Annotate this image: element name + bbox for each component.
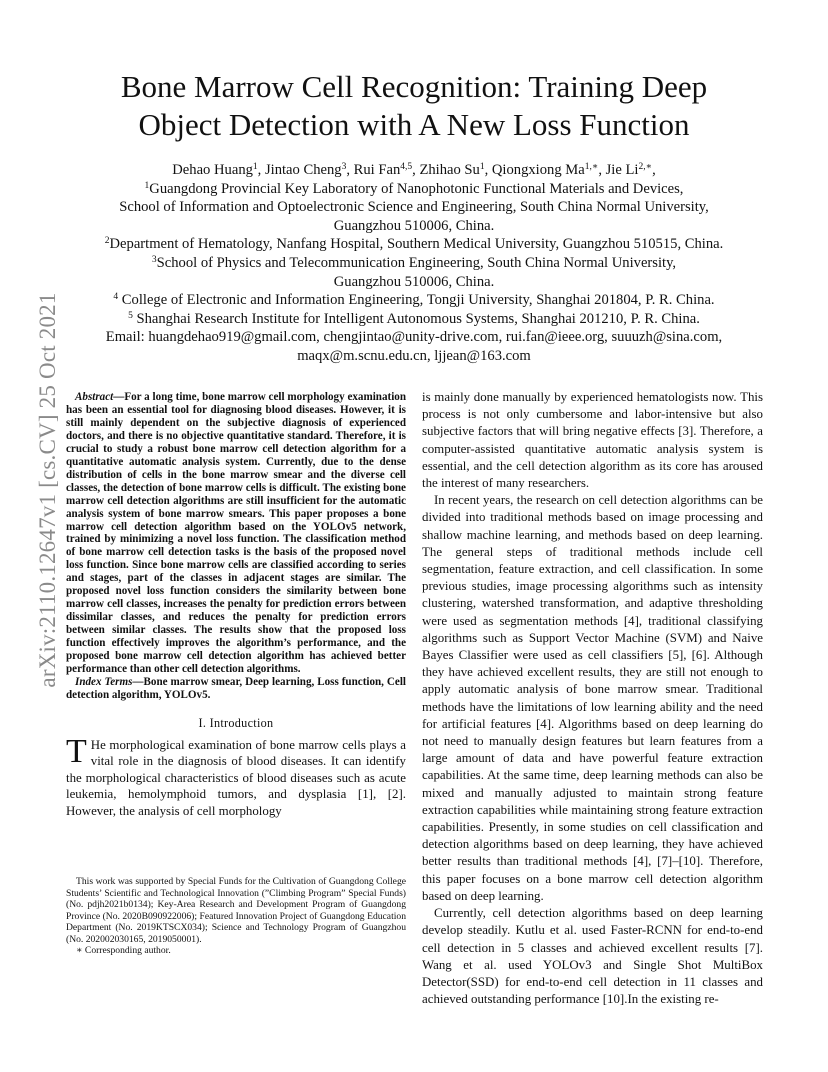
affiliation-mark: 3 (151, 254, 157, 265)
arxiv-stamp-text: arXiv:2110.12647v1 [cs.CV] 25 Oct 2021 (35, 292, 60, 688)
left-column (66, 391, 406, 819)
affiliation-text: College of Electronic and Information Engineering, Tongji University, Shanghai 201804, P. R. China. (118, 292, 715, 309)
affiliation-1-line-3: Guangzhou 510006, China. (333, 217, 495, 234)
affiliation-mark: 1 (144, 180, 150, 191)
intro-paragraph (66, 733, 406, 819)
author-affiliation-mark: 1 (479, 162, 485, 172)
section-heading: I. Introduction (198, 715, 274, 730)
author-affiliation-mark: 1 (252, 162, 258, 172)
right-column (422, 389, 763, 1008)
author-affiliation-mark: 3 (341, 162, 347, 172)
drop-cap: T (66, 733, 87, 771)
email-line: Email: huangdehao919@gmail.com, chengjintao@unity-drive.com, rui.fan@ieee.org, suuuzh@sina.com, (105, 329, 723, 346)
abstract-label: Abstract (75, 391, 114, 403)
email-line: maqx@m.scnu.edu.cn, ljjean@163.com (297, 347, 531, 364)
author-block (70, 161, 758, 366)
affiliation-3 (70, 254, 758, 273)
footnotes (66, 876, 406, 957)
paragraph: is mainly done manually by experienced hematologists now. This process is not only cumbersome and labor-intensive but also subjective factors that will bring negative effects [3]. Therefore, a computer-assisted quantitative automatic analysis system is essential, and the cell detection algorithm as its core has aroused the interest of many researchers. (422, 390, 763, 491)
author-name: Dehao Huang (172, 162, 253, 178)
affiliation-4 (70, 291, 758, 310)
abstract (66, 391, 406, 676)
intro-text: He morphological examination of bone marrow cells plays a vital role in the diagnosis of blood diseases. It can identify the morphological characteristics of blood diseases such as acute leukemia, hemolymphoid tumors, and dysplasia [1], [2]. However, the analysis of cell morphology (66, 738, 406, 818)
affiliation-1-line-2: School of Information and Optoelectronic Science and Engineering, South China Normal University, (119, 199, 709, 216)
author-name: , Qiongxiong Ma (484, 162, 585, 178)
affiliation-text: School of Physics and Telecommunication Engineering, South China Normal University, (156, 254, 677, 271)
author-affiliation-mark: 4,5 (400, 162, 413, 172)
paper-title-line: Bone Marrow Cell Recognition: Training Deep (120, 69, 708, 104)
paper-title-line: Object Detection with A New Loss Function (138, 107, 690, 142)
author-name: , Jie Li (598, 162, 639, 178)
author-name: , Jintao Cheng (257, 162, 342, 178)
affiliation-2 (70, 235, 758, 254)
affiliation-mark: 5 (128, 310, 133, 321)
corresponding-author-note: ∗ Corresponding author. (76, 945, 171, 956)
abstract-text: —For a long time, bone marrow cell morphology examination has been an essential tool for diagnosing blood diseases. However, it is still mainly dependent on the subjective diagnosis of experienced doctors, and there is no objective quantitative standard. Therefore, it is crucial to study a robust bone marrow cell detection algorithm for a quantitative automatic analysis system. Currently, due to the dense distribution of cells in the bone marrow smear and the diverse cell classes, the detection of bone marrow cells is difficult. The existing bone marrow cell detection algorithms are still insufficient for the automatic analysis system of bone marrow smears. This paper proposes a bone marrow cell detection algorithm based on the YOLOv5 network, trained by minimizing a novel loss function. The classification method of bone marrow cell detection tasks is the basis of the proposed novel loss function. Since bone marrow cells are classified according to series and stages, part of the classes in adjacent stages are similar. The proposed novel loss function considers the similarity between bone marrow cell classes, increases the penalty for prediction errors between dissimilar classes, and reduces the penalty for prediction errors between similar classes. The results show that the proposed loss function effectively improves the algorithm’s performance, and the proposed bone marrow cell detection algorithm has achieved better performance than other cell detection algorithms. (66, 391, 406, 676)
affiliation-text: Shanghai Research Institute for Intelligent Autonomous Systems, Shanghai 201210, P. R. China. (132, 310, 700, 327)
author-affiliation-mark: 1,∗ (584, 162, 599, 172)
affiliation-text: Guangdong Provincial Key Laboratory of Nanophotonic Functional Materials and Devices, (149, 180, 684, 197)
index-terms-text: —Bone marrow smear, Deep learning, Loss function, Cell detection algorithm, YOLOv5. (66, 675, 406, 701)
paragraph: In recent years, the research on cell detection algorithms can be divided into traditional methods based on image processing and shallow machine learning, and methods based on deep learning. The general steps of traditional methods include cell segmentation, feature extraction, and cell classification. In some previous studies, image processing algorithms such as intensity clustering, watershed transformation, and adaptive thresholding were used as segmentation methods [4], traditional classifying algorithms such as Support Vector Machine (SVM) and Naive Bayes Classifier were used as cell classifiers [5], [6]. Although they have achieved excellent results, they are still not enough to apply automatic analysis of bone marrow smear. Traditional methods have the limitations of low learning ability and the need for artificial features [4]. Algorithms based on deep learning do not need to manually design features but learn features from a large amount of data and have powerful feature extraction capabilities. At the same time, deep learning methods can also be mixed and manually adjusted to maintain strong feature extraction capabilities while maintaining strong feature extraction capabilities. Presently, in some studies on cell classification and detection algorithms based on deep learning, they have achieved better results than traditional methods [4], [7]–[10]. Therefore, this paper focuses on a bone marrow cell detection algorithm based on deep learning. (422, 493, 763, 903)
affiliation-3-line-2: Guangzhou 510006, China. (333, 273, 495, 290)
funding-footnote: This work was supported by Special Funds for the Cultivation of Guangdong College Students’ Scientific and Technological Innovation (”Climbing Program” Special Funds) (No. pdjh2021b0134); Key-Area Research and Development Program of Guangdong Province (No. 2020B090922006); Featured Innovation Project of Guangdong Education Department (No. 2019KTSCX034); Science and Technology Program of Guangzhou (No. 202002030165, 2019050001). (66, 876, 406, 945)
affiliation-text: Department of Hematology, Nanfang Hospital, Southern Medical University, Guangzhou 510515, China. (109, 236, 724, 253)
author-list-end: , (652, 162, 656, 178)
author-name: , Rui Fan (346, 162, 401, 178)
author-list (70, 161, 758, 180)
affiliation-mark: 4 (113, 292, 119, 303)
index-terms (66, 676, 406, 702)
author-name: , Zhihao Su (412, 162, 480, 178)
affiliation-1 (70, 180, 758, 199)
author-affiliation-mark: 2,∗ (638, 162, 653, 172)
affiliation-5 (70, 310, 758, 329)
paragraph: Currently, cell detection algorithms based on deep learning develop steadily. Kutlu et al. used Faster-RCNN for end-to-end cell detection in 5 classes and achieved excellent results [7]. Wang et al. used YOLOv3 and Single Shot MultiBox Detector(SSD) for end-to-end cell detection in 11 classes and achieved outstanding performance [10].In the existing re- (422, 906, 763, 1007)
paper-title (70, 68, 758, 144)
arxiv-stamp (35, 292, 60, 688)
index-terms-label: Index Terms (75, 675, 133, 688)
affiliation-mark: 2 (104, 236, 110, 247)
